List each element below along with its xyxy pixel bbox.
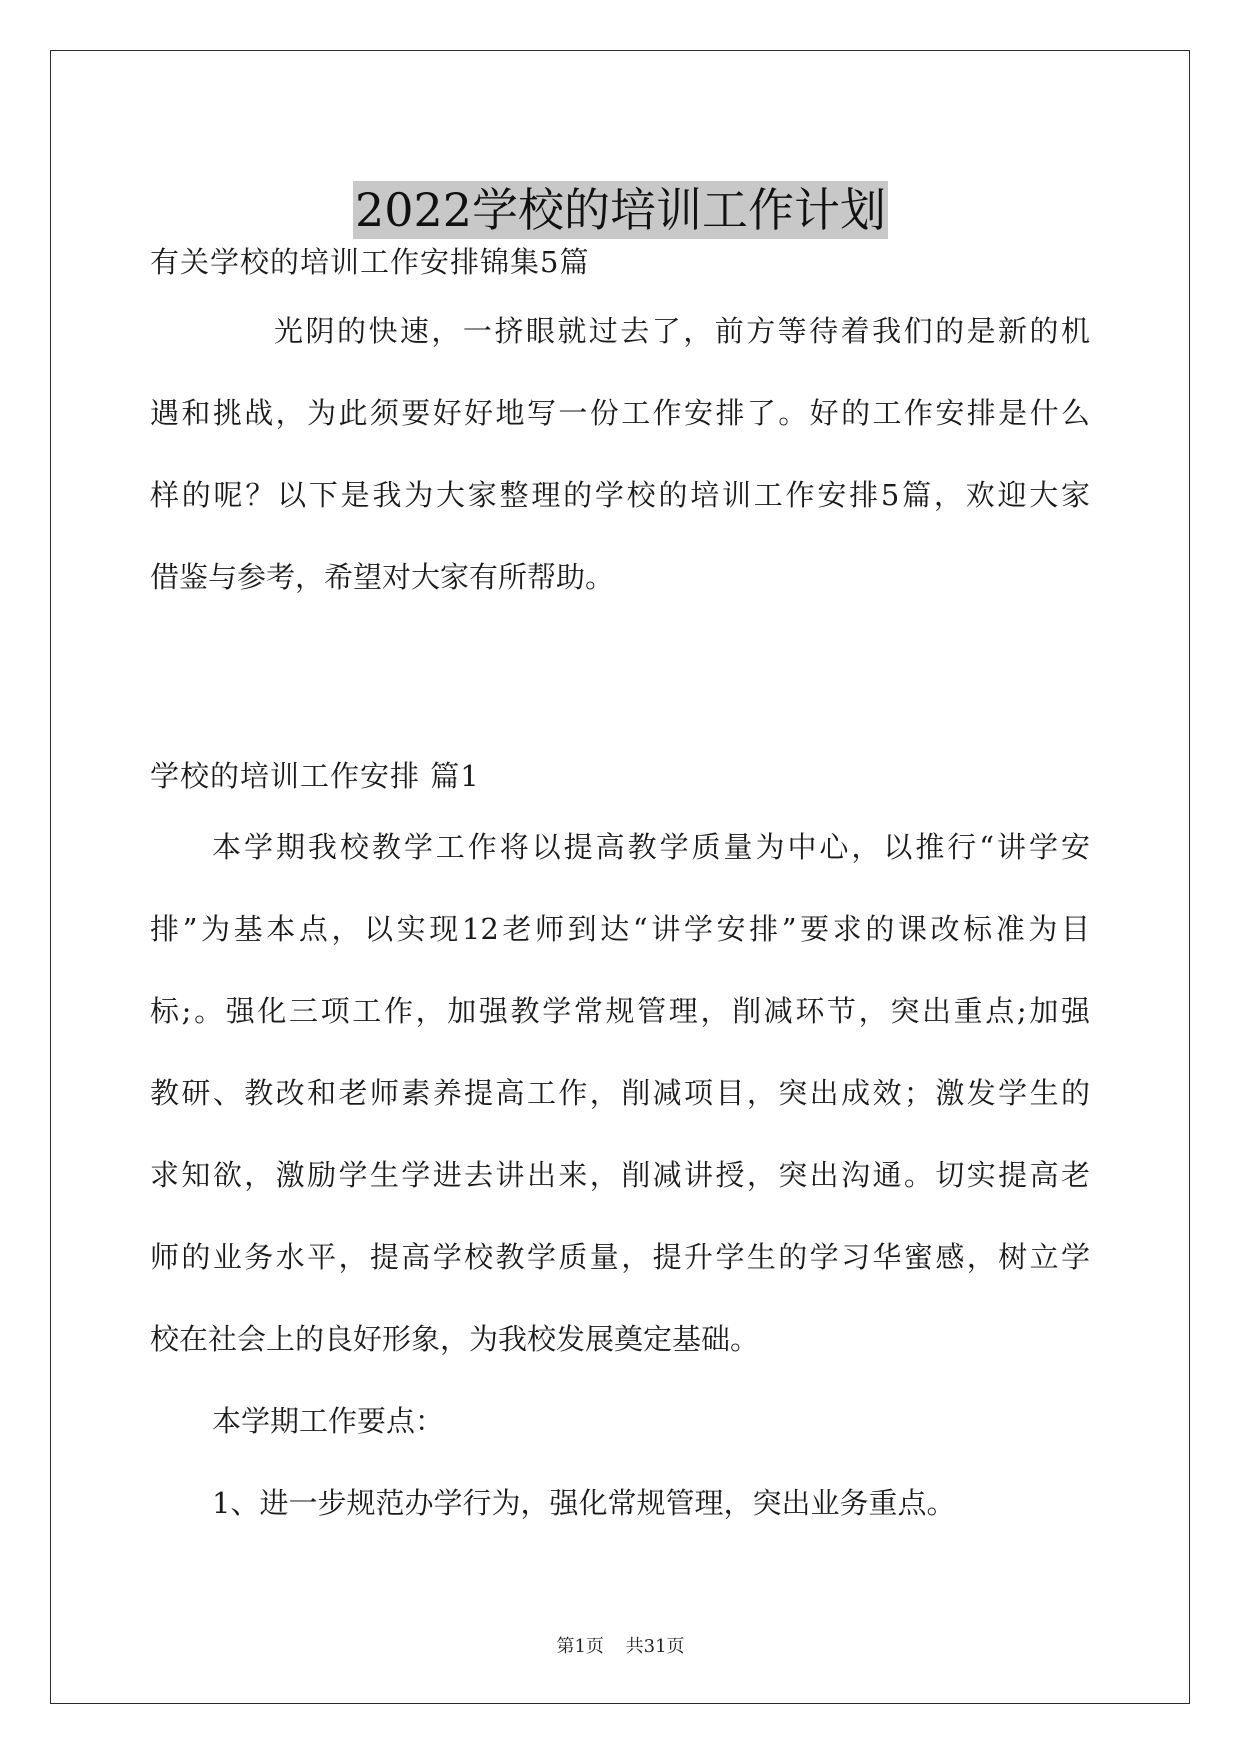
intro-line-1: 光阴的快速，一挤眼就过去了，前方等待着我们的是新的机 [274, 314, 1090, 348]
intro-line-3: 样的呢？以下是我为大家整理的学校的培训工作安排5篇，欢迎大家 [150, 478, 1090, 512]
intro-line-2: 遇和挑战，为此须要好好地写一份工作安排了。好的工作安排是什么 [150, 396, 1090, 430]
body-line-2: 排”为基本点，以实现12老师到达“讲学安排”要求的课改标准为目 [150, 912, 1090, 946]
document-subtitle: 有关学校的培训工作安排锦集5篇 [150, 245, 590, 279]
body-line-6: 师的业务水平，提高学校教学质量，提升学生的学习华蜜感，树立学 [150, 1240, 1090, 1274]
body-line-5: 求知欲，激励学生学进去讲出来，削减讲授，突出沟通。切实提高老 [150, 1158, 1090, 1192]
page-footer [0, 1632, 1241, 1658]
points-block [150, 1380, 1090, 1544]
body-line-1: 本学期我校教学工作将以提高教学质量为中心，以推行“讲学安 [212, 830, 1090, 864]
points-heading: 本学期工作要点： [212, 1404, 445, 1438]
page-total: 共31页 [625, 1636, 685, 1657]
page-number: 第1页 [556, 1636, 604, 1657]
point-item-1: 1、进一步规范办学行为，强化常规管理，突出业务重点。 [212, 1486, 956, 1520]
body-line-3: 标;。强化三项工作，加强教学常规管理，削减环节，突出重点;加强 [150, 994, 1090, 1028]
intro-paragraph [150, 290, 1090, 618]
document-title: 2022学校的培训工作计划 [354, 182, 887, 237]
body-paragraph [150, 806, 1090, 1380]
intro-line-4: 借鉴与参考，希望对大家有所帮助。 [150, 560, 615, 594]
body-line-7: 校在社会上的良好形象，为我校发展奠定基础。 [150, 1322, 760, 1356]
body-line-4: 教研、教改和老师素养提高工作，削减项目，突出成效；激发学生的 [150, 1076, 1090, 1110]
section-heading: 学校的培训工作安排 篇1 [150, 759, 480, 793]
